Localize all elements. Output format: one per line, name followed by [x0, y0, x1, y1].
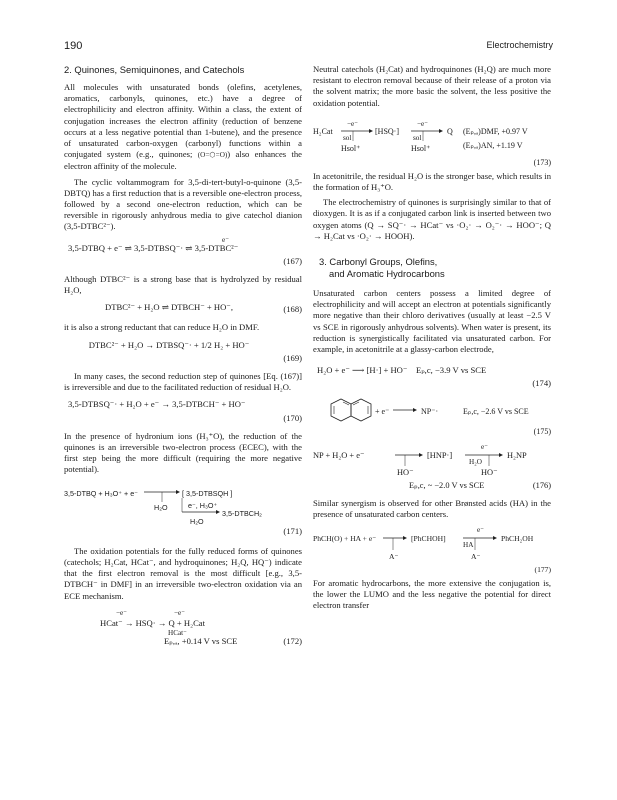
equation-number: (169): [283, 352, 302, 363]
equation-number: (174): [532, 378, 551, 389]
equation-number: (171): [283, 525, 302, 536]
scheme173-pot1: (Eₚ,ₐ)DMF, +0.97 V: [463, 126, 528, 136]
page-number: 190: [64, 40, 83, 52]
paragraph: In the presence of hydronium ions (H₃⁺O), the reduction of the quinones is an irreversible two-electron process (ECEC), with the first step being the more difficult (requiring the more negative potential).: [64, 430, 302, 475]
eq169-expression: DTBC²⁻ + H₂O → DTBSQ⁻· + 1/2 H₂ + HO⁻: [88, 339, 250, 350]
paragraph: Neutral catechols (H₂Cat) and hydroquinones (H₂Q) are much more resistant to electron removal because of their release of a proton via the solvent matrix; the more basic the solvent, the less positive the oxidation potential.: [313, 64, 551, 108]
naphthalene-structure: [313, 398, 551, 438]
equation-174: [313, 365, 551, 389]
scheme177-intermediate: [PhCHOH]: [411, 534, 446, 544]
scheme173-loss1: Hsol⁺: [341, 143, 361, 153]
paragraph: Although DTBC²⁻ is a strong base that is hydrolyzed by residual H₂O,: [64, 274, 302, 296]
scheme177-arrow-top: e⁻: [477, 526, 484, 535]
paragraph: In acetonitrile, the residual H₂O is the stronger base, which results in the formation of H₃⁺O.: [313, 170, 551, 193]
eq168-expression: DTBC²⁻ + H₂O ⇌ DTBCH⁻ + HO⁻,: [105, 302, 233, 313]
scheme171-reactants: 3,5-DTBQ + H₃O⁺ + e⁻: [64, 488, 139, 498]
equation-168: [64, 302, 302, 315]
scheme173-sol2: sol: [413, 133, 422, 142]
eq172-arrow1-label: −e⁻: [116, 608, 128, 617]
paragraph: For aromatic hydrocarbons, the more extensive the conjugation is, the lower the LUMO and the less negative the potential for direct electron transfer: [313, 578, 551, 611]
reaction-scheme-177: [313, 528, 551, 576]
scheme177-arrow-bottom: HA: [463, 541, 474, 550]
section-heading-quinones: 2. Quinones, Semiquinones, and Catechols: [64, 64, 245, 75]
equation-number: (170): [283, 412, 302, 423]
scheme176-intermediate: [HNP·]: [427, 450, 453, 460]
scheme176-arrow-bottom: H₂O: [469, 457, 482, 466]
left-column: [64, 64, 302, 648]
scheme173-loss2: Hsol⁺: [411, 143, 431, 153]
quinone-structure-glyph: (O=⬡=O): [197, 151, 228, 160]
eq172-potential: Eₚ,ₐ, +0.14 V vs SCE: [164, 635, 238, 646]
scheme176-potential: Eₚ,c, ~ −2.0 V vs SCE: [409, 480, 485, 490]
scheme171-intermediate: [ 3,5-DTBSQH ]: [182, 488, 233, 498]
scheme173-middle: [HSQ·]: [375, 126, 399, 136]
eq167-arrow-label: e⁻: [222, 235, 229, 244]
scheme177-reactants: PhCH(O) + HA + e⁻: [313, 534, 377, 544]
scheme171-loss1: H₂O: [154, 502, 168, 512]
scheme176-reactants: NP + H₂O + e⁻: [313, 450, 365, 460]
equation-number: (176): [532, 480, 551, 490]
reaction-scheme-173: [313, 121, 551, 169]
eq175-product: NP⁻·: [421, 406, 439, 416]
eq175-potential: Eₚ,c, −2.6 V vs SCE: [463, 406, 529, 416]
scheme177-loss2: A⁻: [471, 552, 481, 562]
equation-number: (173): [533, 157, 551, 167]
eq172-arrow2-label: −e⁻: [174, 608, 186, 617]
scheme171-reagent2: e⁻, H₃O⁺: [188, 500, 218, 510]
reaction-scheme-171: [64, 484, 302, 524]
equation-number: (177): [534, 565, 551, 575]
scheme173-sol1: sol: [343, 133, 352, 142]
reaction-scheme-175: [313, 398, 551, 438]
reaction-scheme-176: [313, 442, 551, 492]
scheme171-loss2: H₂O: [190, 516, 204, 526]
scheme171-product: 3,5-DTBCH₂: [222, 508, 262, 518]
scheme176-product: H₂NP: [507, 450, 527, 460]
eq172-expression: HCat⁻ → HSQ· → Q + H₂Cat: [100, 617, 205, 628]
equation-number: (172): [283, 635, 302, 646]
eq175-reagent: + e⁻: [375, 406, 390, 416]
eq174-potential: Eₚ,c, −3.9 V vs SCE: [416, 365, 487, 376]
paragraph: The cyclic voltammogram for 3,5-di-tert-butyl-o-quinone (3,5-DBTQ) has a first reduction that is a reversible one-electron process, followed by a second one-electron reduction, which can be reversible in rigorously anhydrous media to give catechol dianion (3,5-DTBC²⁻).: [64, 176, 302, 232]
equation-167: [64, 235, 302, 267]
running-head: Electrochemistry: [486, 40, 553, 50]
eq174-expression: H₂O + e⁻ ⟶ [H·] + HO⁻ Eₚ,c, −3.9 V vs SCE: [317, 365, 487, 376]
equation-170: [64, 399, 302, 423]
scheme173-arrow2: −e⁻: [417, 119, 429, 128]
equation-169: [64, 340, 302, 364]
scheme176-loss1: HO⁻: [397, 467, 414, 477]
scheme173-start: H₂Cat: [313, 126, 333, 136]
scheme176-loss2: HO⁻: [481, 467, 498, 477]
section-heading-carbonyl: 3. Carbonyl Groups, Olefins, and Aromatic Hydrocarbons: [319, 256, 445, 280]
paragraph: Unsaturated carbon centers possess a limited degree of electrophilicity and will accept an electron at potentials significantly more negative than their chloro derivatives (usually at least −2.5 V vs SCE in rigorously anhydrous solvents). When water is present, its reduction is synergistically facilitated via unsaturated carbon. For example, in acetonitrile at a glassy-carbon electrode,: [313, 288, 551, 355]
paragraph: it is also a strong reductant that can reduce H₂O in DMF.: [64, 322, 260, 333]
scheme173-pot2: (Eₚ,ₐ)AN, +1.19 V: [463, 140, 523, 150]
equation-number: (168): [283, 304, 302, 315]
scheme176-arrow-top: e⁻: [481, 442, 488, 451]
paragraph: All molecules with unsaturated bonds (olefins, acetylenes, aromatics, carbonyls, quinones, etc.) have a degree of electrophilicity and electron affinity. Within a class, the extent of conjugation increases the electron affinity (reduction of benzene occurs at a less negative potential than 1-butene), and the presence of unsaturated carbon-oxygen (carbonyl) functions within a conjugated system (e.g., quinones; (O=⬡=O)) also enhances the electron affinity of the molecule.: [64, 82, 302, 172]
reaction-scheme-172: [64, 610, 302, 646]
right-column: [313, 64, 551, 616]
paragraph: The oxidation potentials for the fully reduced forms of quinones (catechols; H₂Cat, HCat⁻, and hydroquinones; H₂Q, HQ⁻) indicate that the first electron removal is the most difficult [e.g., 3,5-DTBCH⁻ in DMF] in an irreversible two-electron oxidation via an ECE mechanism.: [64, 545, 302, 601]
equation-number: (167): [283, 255, 302, 266]
eq172-arrow2-sub: HCat⁻: [168, 628, 187, 637]
eq167-expression: 3,5-DTBQ + e⁻ ⇌ 3,5-DTBSQ⁻· ⇌ 3,5-DTBC²⁻: [68, 242, 239, 253]
scheme177-product: PhCH₂OH: [501, 534, 534, 544]
scheme173-arrow1: −e⁻: [347, 119, 359, 128]
paragraph: In many cases, the second reduction step of quinones [Eq. (167)] is irreversible and due to the facilitated reduction of residual H₂O.: [64, 371, 302, 393]
scheme177-loss1: A⁻: [389, 552, 399, 562]
paragraph: The electrochemistry of quinones is surprisingly similar to that of dioxygen. It is as if a conjugated carbon link is inserted between two oxygen atoms (Q → SQ⁻· → HCat⁻ vs ·O₂· → O₂⁻· → HOO⁻; Q → H₂Cat vs ·O₂· → HOOH).: [313, 197, 551, 241]
equation-number: (175): [533, 426, 551, 436]
scheme173-product: Q: [447, 126, 453, 136]
paragraph: Similar synergism is observed for other Brønsted acids (HA) in the presence of unsaturated carbon centers.: [313, 497, 551, 519]
equation-171: [64, 526, 302, 539]
eq170-expression: 3,5-DTBSQ⁻· + H₂O + e⁻ → 3,5-DTBCH⁻ + HO⁻: [68, 399, 246, 410]
